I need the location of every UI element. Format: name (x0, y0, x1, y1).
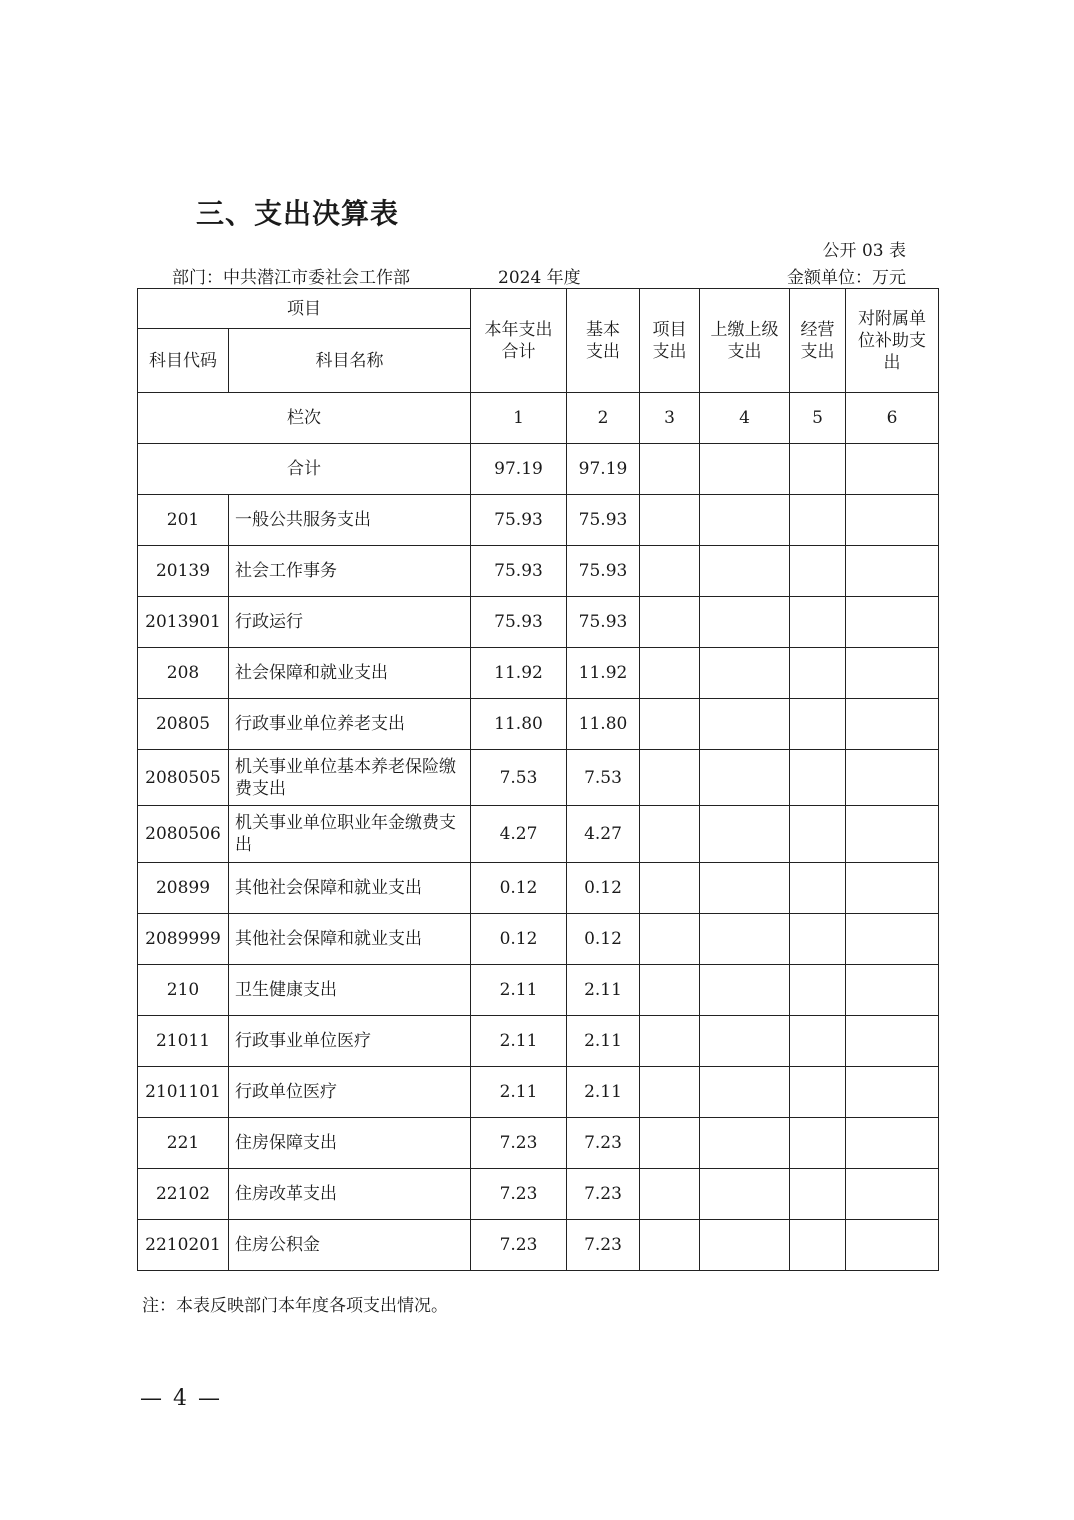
summary-subsidiary (846, 444, 939, 495)
row-upper (700, 597, 790, 648)
row-total: 7.23 (471, 1118, 567, 1169)
row-name: 社会工作事务 (229, 546, 471, 597)
row-basic: 7.23 (567, 1118, 640, 1169)
table-row (138, 648, 939, 699)
row-upper (700, 1067, 790, 1118)
row-total: 75.93 (471, 495, 567, 546)
row-basic: 75.93 (567, 597, 640, 648)
row-code: 2101101 (138, 1067, 229, 1118)
row-subsidiary (846, 750, 939, 806)
column-index-4: 4 (700, 393, 790, 444)
header-total-text: 本年支出合计 (484, 319, 553, 362)
summary-total: 97.19 (471, 444, 567, 495)
row-subsidiary (846, 1016, 939, 1067)
row-code: 210 (138, 965, 229, 1016)
column-index-label: 栏次 (138, 393, 471, 444)
row-business (790, 1220, 846, 1271)
row-code: 21011 (138, 1016, 229, 1067)
column-index-2: 2 (567, 393, 640, 444)
row-total: 2.11 (471, 1016, 567, 1067)
meta-row (172, 263, 906, 288)
row-basic: 11.92 (567, 648, 640, 699)
header-business-text: 经营支出 (800, 319, 835, 362)
row-basic: 11.80 (567, 699, 640, 750)
row-subsidiary (846, 648, 939, 699)
column-index-3: 3 (640, 393, 700, 444)
row-project (640, 1169, 700, 1220)
row-total: 7.23 (471, 1220, 567, 1271)
summary-basic: 97.19 (567, 444, 640, 495)
header-total (471, 289, 567, 393)
row-name: 卫生健康支出 (229, 965, 471, 1016)
row-name: 社会保障和就业支出 (229, 648, 471, 699)
row-total: 0.12 (471, 863, 567, 914)
row-project (640, 1118, 700, 1169)
row-upper (700, 750, 790, 806)
table-row (138, 546, 939, 597)
row-project (640, 546, 700, 597)
row-upper (700, 495, 790, 546)
row-name: 住房公积金 (229, 1220, 471, 1271)
table-row (138, 1220, 939, 1271)
row-basic: 7.23 (567, 1169, 640, 1220)
row-basic: 75.93 (567, 495, 640, 546)
row-upper (700, 965, 790, 1016)
row-business (790, 1016, 846, 1067)
row-subsidiary (846, 914, 939, 965)
row-upper (700, 1016, 790, 1067)
row-basic: 0.12 (567, 914, 640, 965)
row-name: 行政单位医疗 (229, 1067, 471, 1118)
summary-business (790, 444, 846, 495)
row-code: 2210201 (138, 1220, 229, 1271)
row-name: 其他社会保障和就业支出 (229, 914, 471, 965)
row-total: 7.53 (471, 750, 567, 806)
header-basic-text: 基本支出 (586, 319, 620, 362)
row-upper (700, 648, 790, 699)
row-subsidiary (846, 863, 939, 914)
row-name: 行政事业单位养老支出 (229, 699, 471, 750)
header-project (640, 289, 700, 393)
row-upper (700, 546, 790, 597)
row-subsidiary (846, 1118, 939, 1169)
row-project (640, 699, 700, 750)
row-total: 0.12 (471, 914, 567, 965)
header-business (790, 289, 846, 393)
row-total: 2.11 (471, 965, 567, 1016)
year-label: 2024 年度 (498, 268, 581, 288)
row-upper (700, 1118, 790, 1169)
header-row-1 (138, 289, 939, 329)
column-index-6: 6 (846, 393, 939, 444)
row-subsidiary (846, 1169, 939, 1220)
header-basic (567, 289, 640, 393)
row-business (790, 1169, 846, 1220)
row-name: 一般公共服务支出 (229, 495, 471, 546)
row-subsidiary (846, 597, 939, 648)
header-code: 科目代码 (138, 329, 229, 393)
header-item: 项目 (138, 289, 471, 329)
row-name: 机关事业单位职业年金缴费支出 (229, 806, 471, 863)
row-code: 2080506 (138, 806, 229, 863)
row-total: 4.27 (471, 806, 567, 863)
row-project (640, 965, 700, 1016)
row-code: 22102 (138, 1169, 229, 1220)
row-subsidiary (846, 965, 939, 1016)
page-title: 三、支出决算表 (196, 197, 400, 230)
row-basic: 4.27 (567, 806, 640, 863)
row-business (790, 495, 846, 546)
table-row (138, 597, 939, 648)
row-project (640, 750, 700, 806)
row-name: 行政运行 (229, 597, 471, 648)
row-name: 行政事业单位医疗 (229, 1016, 471, 1067)
row-subsidiary (846, 1220, 939, 1271)
table-row (138, 699, 939, 750)
row-project (640, 863, 700, 914)
row-project (640, 1067, 700, 1118)
row-business (790, 863, 846, 914)
row-total: 7.23 (471, 1169, 567, 1220)
row-business (790, 914, 846, 965)
row-total: 2.11 (471, 1067, 567, 1118)
row-code: 221 (138, 1118, 229, 1169)
row-subsidiary (846, 806, 939, 863)
row-basic: 2.11 (567, 1067, 640, 1118)
column-index-1: 1 (471, 393, 567, 444)
row-basic: 7.23 (567, 1220, 640, 1271)
row-business (790, 546, 846, 597)
column-index-5: 5 (790, 393, 846, 444)
row-business (790, 750, 846, 806)
header-name: 科目名称 (229, 329, 471, 393)
row-upper (700, 806, 790, 863)
row-upper (700, 699, 790, 750)
row-business (790, 1118, 846, 1169)
row-subsidiary (846, 546, 939, 597)
row-upper (700, 863, 790, 914)
row-upper (700, 1220, 790, 1271)
table-row (138, 1067, 939, 1118)
row-code: 208 (138, 648, 229, 699)
row-business (790, 597, 846, 648)
row-business (790, 699, 846, 750)
row-code: 2089999 (138, 914, 229, 965)
row-project (640, 914, 700, 965)
row-business (790, 1067, 846, 1118)
column-index-row (138, 393, 939, 444)
row-name: 机关事业单位基本养老保险缴费支出 (229, 750, 471, 806)
table-row (138, 1169, 939, 1220)
row-project (640, 1016, 700, 1067)
row-name: 住房保障支出 (229, 1118, 471, 1169)
row-total: 75.93 (471, 597, 567, 648)
department-label: 部门：中共潜江市委社会工作部 (172, 268, 410, 288)
summary-label: 合计 (138, 444, 471, 495)
row-upper (700, 1169, 790, 1220)
row-subsidiary (846, 495, 939, 546)
table-note: 注：本表反映部门本年度各项支出情况。 (142, 1296, 448, 1316)
row-project (640, 806, 700, 863)
row-business (790, 806, 846, 863)
row-code: 201 (138, 495, 229, 546)
unit-label: 金额单位：万元 (787, 268, 906, 288)
header-upper (700, 289, 790, 393)
summary-upper (700, 444, 790, 495)
row-code: 20805 (138, 699, 229, 750)
page-number: — 4 — (140, 1386, 222, 1411)
row-subsidiary (846, 1067, 939, 1118)
row-upper (700, 914, 790, 965)
summary-project (640, 444, 700, 495)
table-row (138, 1016, 939, 1067)
row-basic: 2.11 (567, 965, 640, 1016)
expenditure-table (137, 288, 939, 1271)
row-basic: 0.12 (567, 863, 640, 914)
row-project (640, 597, 700, 648)
summary-row (138, 444, 939, 495)
row-name: 住房改革支出 (229, 1169, 471, 1220)
row-code: 20139 (138, 546, 229, 597)
table-row (138, 863, 939, 914)
header-subsidiary (846, 289, 939, 393)
row-total: 11.80 (471, 699, 567, 750)
row-basic: 75.93 (567, 546, 640, 597)
row-code: 2080505 (138, 750, 229, 806)
row-total: 11.92 (471, 648, 567, 699)
header-project-text: 项目支出 (652, 319, 687, 362)
row-subsidiary (846, 699, 939, 750)
row-total: 75.93 (471, 546, 567, 597)
row-project (640, 495, 700, 546)
row-name: 其他社会保障和就业支出 (229, 863, 471, 914)
header-subsidiary-text: 对附属单位补助支出 (858, 308, 926, 373)
table-row (138, 750, 939, 806)
table-row (138, 914, 939, 965)
row-code: 20899 (138, 863, 229, 914)
row-business (790, 648, 846, 699)
row-project (640, 1220, 700, 1271)
table-row (138, 965, 939, 1016)
table-row (138, 1118, 939, 1169)
header-upper-text: 上缴上级支出 (710, 319, 779, 362)
row-project (640, 648, 700, 699)
form-number: 公开 03 表 (822, 241, 906, 261)
row-code: 2013901 (138, 597, 229, 648)
row-basic: 2.11 (567, 1016, 640, 1067)
table-row (138, 495, 939, 546)
row-business (790, 965, 846, 1016)
row-basic: 7.53 (567, 750, 640, 806)
table-row (138, 806, 939, 863)
